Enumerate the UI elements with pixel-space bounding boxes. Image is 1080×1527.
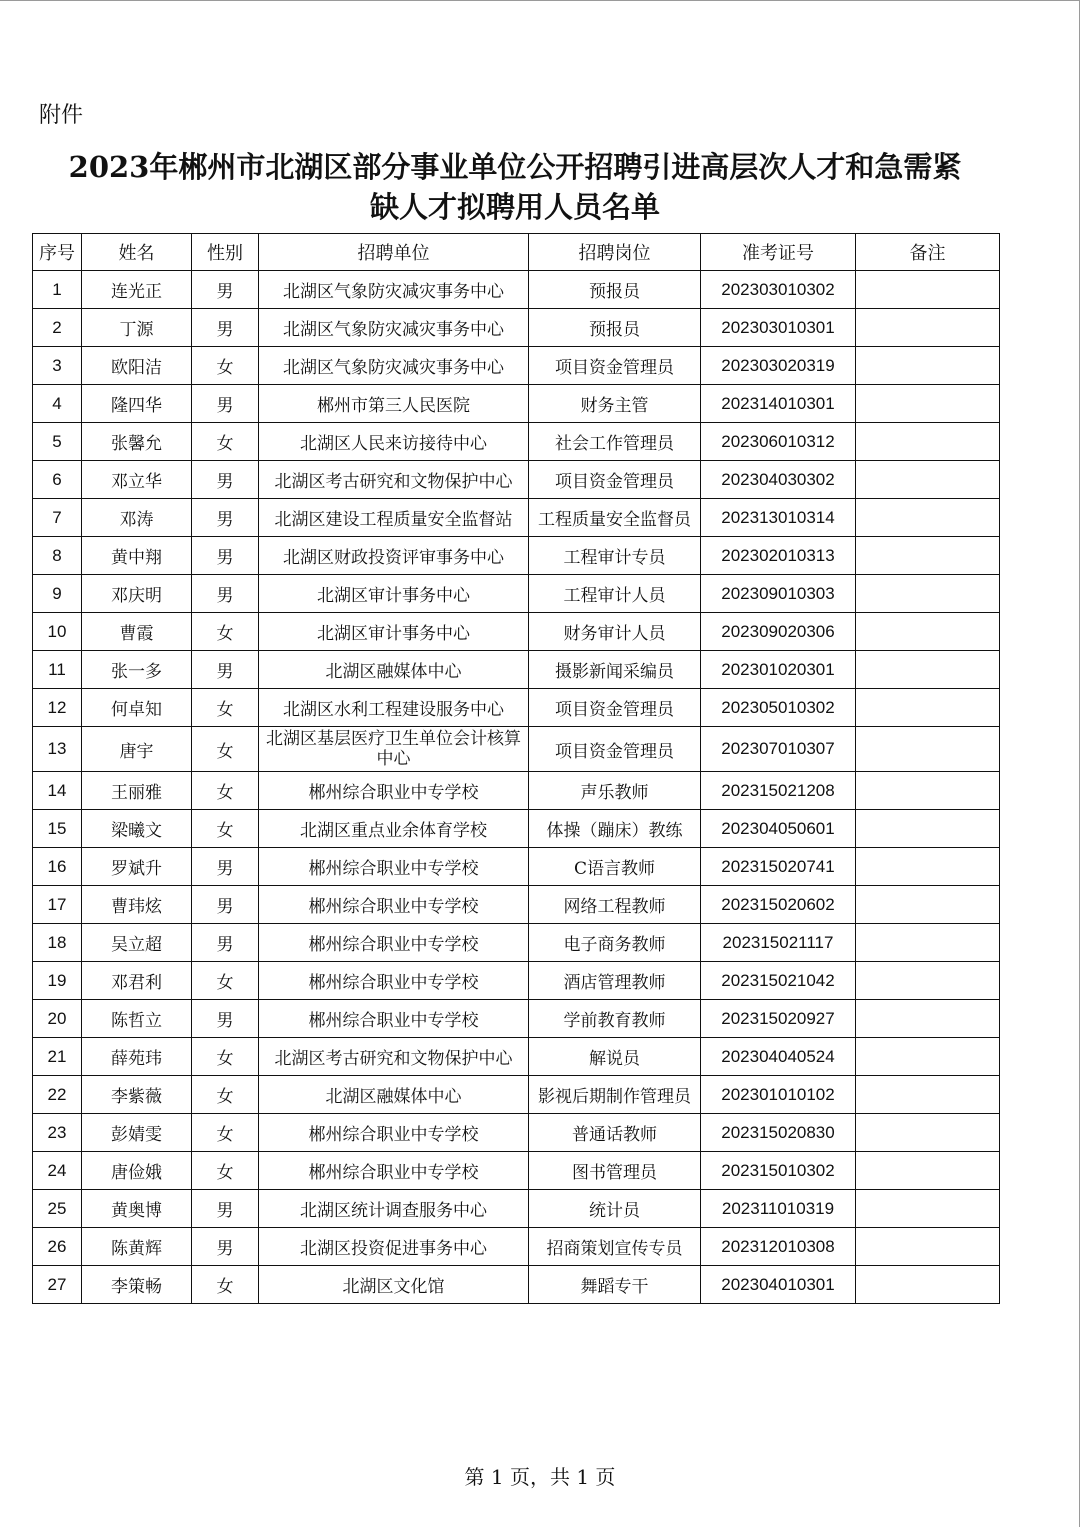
name-cell: 曹霞	[82, 613, 192, 651]
exam-id-cell: 202301010102	[701, 1076, 856, 1114]
position-cell: 摄影新闻采编员	[529, 651, 701, 689]
table-row	[33, 727, 1000, 772]
gender-cell: 男	[192, 924, 259, 962]
position-cell: C语言教师	[529, 848, 701, 886]
unit-cell: 郴州综合职业中专学校	[259, 1000, 529, 1038]
note-cell	[856, 537, 1000, 575]
row-number: 13	[33, 727, 82, 772]
note-cell	[856, 1076, 1000, 1114]
table-row	[33, 461, 1000, 499]
unit-cell: 北湖区统计调查服务中心	[259, 1190, 529, 1228]
name-cell: 张馨允	[82, 423, 192, 461]
unit-cell: 北湖区投资促进事务中心	[259, 1228, 529, 1266]
name-cell: 张一多	[82, 651, 192, 689]
row-number: 18	[33, 924, 82, 962]
unit-cell: 郴州综合职业中专学校	[259, 962, 529, 1000]
row-number: 1	[33, 271, 82, 309]
gender-cell: 女	[192, 962, 259, 1000]
position-cell: 财务主管	[529, 385, 701, 423]
position-cell: 预报员	[529, 271, 701, 309]
note-cell	[856, 271, 1000, 309]
unit-cell: 北湖区气象防灾减灾事务中心	[259, 271, 529, 309]
name-cell: 王丽雅	[82, 772, 192, 810]
gender-cell: 女	[192, 1152, 259, 1190]
row-number: 22	[33, 1076, 82, 1114]
exam-id-cell: 202304040524	[701, 1038, 856, 1076]
exam-id-cell: 202315020741	[701, 848, 856, 886]
row-number: 15	[33, 810, 82, 848]
note-cell	[856, 810, 1000, 848]
name-cell: 梁曦文	[82, 810, 192, 848]
position-cell: 学前教育教师	[529, 1000, 701, 1038]
exam-id-cell: 202307010307	[701, 727, 856, 772]
exam-id-cell: 202315020927	[701, 1000, 856, 1038]
name-cell: 彭婧雯	[82, 1114, 192, 1152]
row-number: 12	[33, 689, 82, 727]
unit-cell: 北湖区重点业余体育学校	[259, 810, 529, 848]
position-cell: 舞蹈专干	[529, 1266, 701, 1304]
name-cell: 陈黄辉	[82, 1228, 192, 1266]
position-cell: 普通话教师	[529, 1114, 701, 1152]
unit-cell: 北湖区建设工程质量安全监督站	[259, 499, 529, 537]
exam-id-cell: 202303010301	[701, 309, 856, 347]
table-row	[33, 309, 1000, 347]
header-cell: 备注	[856, 234, 1000, 271]
unit-cell: 北湖区审计事务中心	[259, 575, 529, 613]
unit-cell: 北湖区气象防灾减灾事务中心	[259, 347, 529, 385]
unit-cell: 北湖区考古研究和文物保护中心	[259, 1038, 529, 1076]
note-cell	[856, 1266, 1000, 1304]
row-number: 9	[33, 575, 82, 613]
note-cell	[856, 689, 1000, 727]
gender-cell: 女	[192, 613, 259, 651]
gender-cell: 男	[192, 461, 259, 499]
row-number: 8	[33, 537, 82, 575]
position-cell: 社会工作管理员	[529, 423, 701, 461]
note-cell	[856, 924, 1000, 962]
position-cell: 电子商务教师	[529, 924, 701, 962]
document-title-line1: 2023年郴州市北湖区部分事业单位公开招聘引进高层次人才和急需紧	[68, 150, 962, 184]
table-row	[33, 537, 1000, 575]
unit-cell: 郴州综合职业中专学校	[259, 1152, 529, 1190]
name-cell: 薛苑玮	[82, 1038, 192, 1076]
exam-id-cell: 202315021117	[701, 924, 856, 962]
position-cell: 影视后期制作管理员	[529, 1076, 701, 1114]
note-cell	[856, 385, 1000, 423]
unit-cell: 郴州综合职业中专学校	[259, 1114, 529, 1152]
unit-cell: 北湖区人民来访接待中心	[259, 423, 529, 461]
exam-id-cell: 202315021208	[701, 772, 856, 810]
position-cell: 声乐教师	[529, 772, 701, 810]
exam-id-cell: 202311010319	[701, 1190, 856, 1228]
exam-id-cell: 202302010313	[701, 537, 856, 575]
name-cell: 欧阳洁	[82, 347, 192, 385]
row-number: 5	[33, 423, 82, 461]
header-cell: 序号	[33, 234, 82, 271]
unit-cell: 郴州综合职业中专学校	[259, 772, 529, 810]
gender-cell: 男	[192, 651, 259, 689]
unit-cell: 北湖区气象防灾减灾事务中心	[259, 309, 529, 347]
unit-cell: 郴州综合职业中专学校	[259, 924, 529, 962]
note-cell	[856, 575, 1000, 613]
unit-cell: 北湖区融媒体中心	[259, 1076, 529, 1114]
note-cell	[856, 1190, 1000, 1228]
table-row	[33, 886, 1000, 924]
position-cell: 酒店管理教师	[529, 962, 701, 1000]
name-cell: 李策畅	[82, 1266, 192, 1304]
name-cell: 邓涛	[82, 499, 192, 537]
row-number: 10	[33, 613, 82, 651]
table-header-row	[33, 234, 1000, 271]
page-footer: 第 1 页，共 1 页	[464, 1465, 616, 1489]
exam-id-cell: 202301020301	[701, 651, 856, 689]
name-cell: 李紫薇	[82, 1076, 192, 1114]
gender-cell: 女	[192, 1114, 259, 1152]
unit-cell: 郴州综合职业中专学校	[259, 848, 529, 886]
page-edge-top	[0, 0, 1080, 1]
position-cell: 网络工程教师	[529, 886, 701, 924]
gender-cell: 男	[192, 1000, 259, 1038]
exam-id-cell: 202306010312	[701, 423, 856, 461]
table-row	[33, 385, 1000, 423]
exam-id-cell: 202309010303	[701, 575, 856, 613]
name-cell: 邓庆明	[82, 575, 192, 613]
table-row	[33, 848, 1000, 886]
position-cell: 工程质量安全监督员	[529, 499, 701, 537]
table-row	[33, 347, 1000, 385]
gender-cell: 女	[192, 772, 259, 810]
table-row	[33, 1038, 1000, 1076]
name-cell: 罗斌升	[82, 848, 192, 886]
header-cell: 性别	[192, 234, 259, 271]
row-number: 27	[33, 1266, 82, 1304]
note-cell	[856, 347, 1000, 385]
note-cell	[856, 613, 1000, 651]
document-title-line2: 缺人才拟聘用人员名单	[369, 190, 660, 224]
unit-cell: 北湖区考古研究和文物保护中心	[259, 461, 529, 499]
row-number: 6	[33, 461, 82, 499]
header-cell: 招聘岗位	[529, 234, 701, 271]
name-cell: 隆四华	[82, 385, 192, 423]
gender-cell: 女	[192, 810, 259, 848]
note-cell	[856, 499, 1000, 537]
exam-id-cell: 202304010301	[701, 1266, 856, 1304]
name-cell: 唐宇	[82, 727, 192, 772]
note-cell	[856, 423, 1000, 461]
note-cell	[856, 727, 1000, 772]
gender-cell: 男	[192, 271, 259, 309]
unit-cell: 北湖区审计事务中心	[259, 613, 529, 651]
table-row	[33, 1076, 1000, 1114]
position-cell: 财务审计人员	[529, 613, 701, 651]
table-row	[33, 1000, 1000, 1038]
gender-cell: 男	[192, 537, 259, 575]
gender-cell: 男	[192, 575, 259, 613]
note-cell	[856, 461, 1000, 499]
name-cell: 黄奥博	[82, 1190, 192, 1228]
exam-id-cell: 202305010302	[701, 689, 856, 727]
position-cell: 解说员	[529, 1038, 701, 1076]
gender-cell: 男	[192, 848, 259, 886]
exam-id-cell: 202304050601	[701, 810, 856, 848]
table-body	[33, 271, 1000, 1304]
table-row	[33, 689, 1000, 727]
table-row	[33, 271, 1000, 309]
row-number: 2	[33, 309, 82, 347]
note-cell	[856, 886, 1000, 924]
note-cell	[856, 1000, 1000, 1038]
table-row	[33, 423, 1000, 461]
gender-cell: 女	[192, 727, 259, 772]
exam-id-cell: 202303010302	[701, 271, 856, 309]
table-row	[33, 962, 1000, 1000]
name-cell: 黄中翔	[82, 537, 192, 575]
table-row	[33, 772, 1000, 810]
row-number: 24	[33, 1152, 82, 1190]
unit-cell: 北湖区财政投资评审事务中心	[259, 537, 529, 575]
table-row	[33, 810, 1000, 848]
position-cell: 工程审计专员	[529, 537, 701, 575]
note-cell	[856, 651, 1000, 689]
header-cell: 招聘单位	[259, 234, 529, 271]
header-cell: 姓名	[82, 234, 192, 271]
unit-cell: 北湖区融媒体中心	[259, 651, 529, 689]
table-row	[33, 924, 1000, 962]
position-cell: 预报员	[529, 309, 701, 347]
name-cell: 唐俭娥	[82, 1152, 192, 1190]
row-number: 26	[33, 1228, 82, 1266]
gender-cell: 女	[192, 1038, 259, 1076]
position-cell: 统计员	[529, 1190, 701, 1228]
position-cell: 工程审计人员	[529, 575, 701, 613]
name-cell: 邓君利	[82, 962, 192, 1000]
gender-cell: 女	[192, 347, 259, 385]
note-cell	[856, 1152, 1000, 1190]
table-row	[33, 575, 1000, 613]
table-row	[33, 613, 1000, 651]
exam-id-cell: 202312010308	[701, 1228, 856, 1266]
row-number: 20	[33, 1000, 82, 1038]
unit-cell: 北湖区水利工程建设服务中心	[259, 689, 529, 727]
position-cell: 招商策划宣传专员	[529, 1228, 701, 1266]
exam-id-cell: 202314010301	[701, 385, 856, 423]
position-cell: 项目资金管理员	[529, 689, 701, 727]
table-row	[33, 1228, 1000, 1266]
gender-cell: 男	[192, 385, 259, 423]
row-number: 3	[33, 347, 82, 385]
name-cell: 吴立超	[82, 924, 192, 962]
unit-cell: 郴州市第三人民医院	[259, 385, 529, 423]
exam-id-cell: 202315021042	[701, 962, 856, 1000]
note-cell	[856, 1038, 1000, 1076]
row-number: 19	[33, 962, 82, 1000]
row-number: 16	[33, 848, 82, 886]
row-number: 17	[33, 886, 82, 924]
exam-id-cell: 202315020830	[701, 1114, 856, 1152]
gender-cell: 女	[192, 423, 259, 461]
gender-cell: 男	[192, 886, 259, 924]
note-cell	[856, 1114, 1000, 1152]
note-cell	[856, 848, 1000, 886]
row-number: 11	[33, 651, 82, 689]
table-row	[33, 1266, 1000, 1304]
gender-cell: 男	[192, 1228, 259, 1266]
note-cell	[856, 309, 1000, 347]
table-row	[33, 499, 1000, 537]
position-cell: 项目资金管理员	[529, 347, 701, 385]
row-number: 23	[33, 1114, 82, 1152]
exam-id-cell: 202304030302	[701, 461, 856, 499]
position-cell: 体操（蹦床）教练	[529, 810, 701, 848]
gender-cell: 女	[192, 689, 259, 727]
note-cell	[856, 1228, 1000, 1266]
name-cell: 曹玮炫	[82, 886, 192, 924]
name-cell: 陈哲立	[82, 1000, 192, 1038]
name-cell: 丁源	[82, 309, 192, 347]
row-number: 7	[33, 499, 82, 537]
header-cell: 准考证号	[701, 234, 856, 271]
row-number: 4	[33, 385, 82, 423]
candidate-table	[32, 233, 1000, 1304]
position-cell: 项目资金管理员	[529, 727, 701, 772]
name-cell: 何卓知	[82, 689, 192, 727]
unit-cell: 北湖区文化馆	[259, 1266, 529, 1304]
gender-cell: 男	[192, 309, 259, 347]
gender-cell: 女	[192, 1076, 259, 1114]
gender-cell: 女	[192, 1266, 259, 1304]
name-cell: 邓立华	[82, 461, 192, 499]
unit-cell: 郴州综合职业中专学校	[259, 886, 529, 924]
table-row	[33, 1114, 1000, 1152]
table-row	[33, 1152, 1000, 1190]
exam-id-cell: 202315010302	[701, 1152, 856, 1190]
gender-cell: 男	[192, 1190, 259, 1228]
exam-id-cell: 202313010314	[701, 499, 856, 537]
exam-id-cell: 202315020602	[701, 886, 856, 924]
name-cell: 连光正	[82, 271, 192, 309]
unit-cell: 北湖区基层医疗卫生单位会计核算中心	[259, 727, 529, 772]
gender-cell: 男	[192, 499, 259, 537]
attachment-label: 附件	[39, 103, 84, 128]
exam-id-cell: 202303020319	[701, 347, 856, 385]
note-cell	[856, 772, 1000, 810]
row-number: 21	[33, 1038, 82, 1076]
exam-id-cell: 202309020306	[701, 613, 856, 651]
note-cell	[856, 962, 1000, 1000]
row-number: 14	[33, 772, 82, 810]
table-row	[33, 1190, 1000, 1228]
position-cell: 图书管理员	[529, 1152, 701, 1190]
row-number: 25	[33, 1190, 82, 1228]
table-row	[33, 651, 1000, 689]
position-cell: 项目资金管理员	[529, 461, 701, 499]
